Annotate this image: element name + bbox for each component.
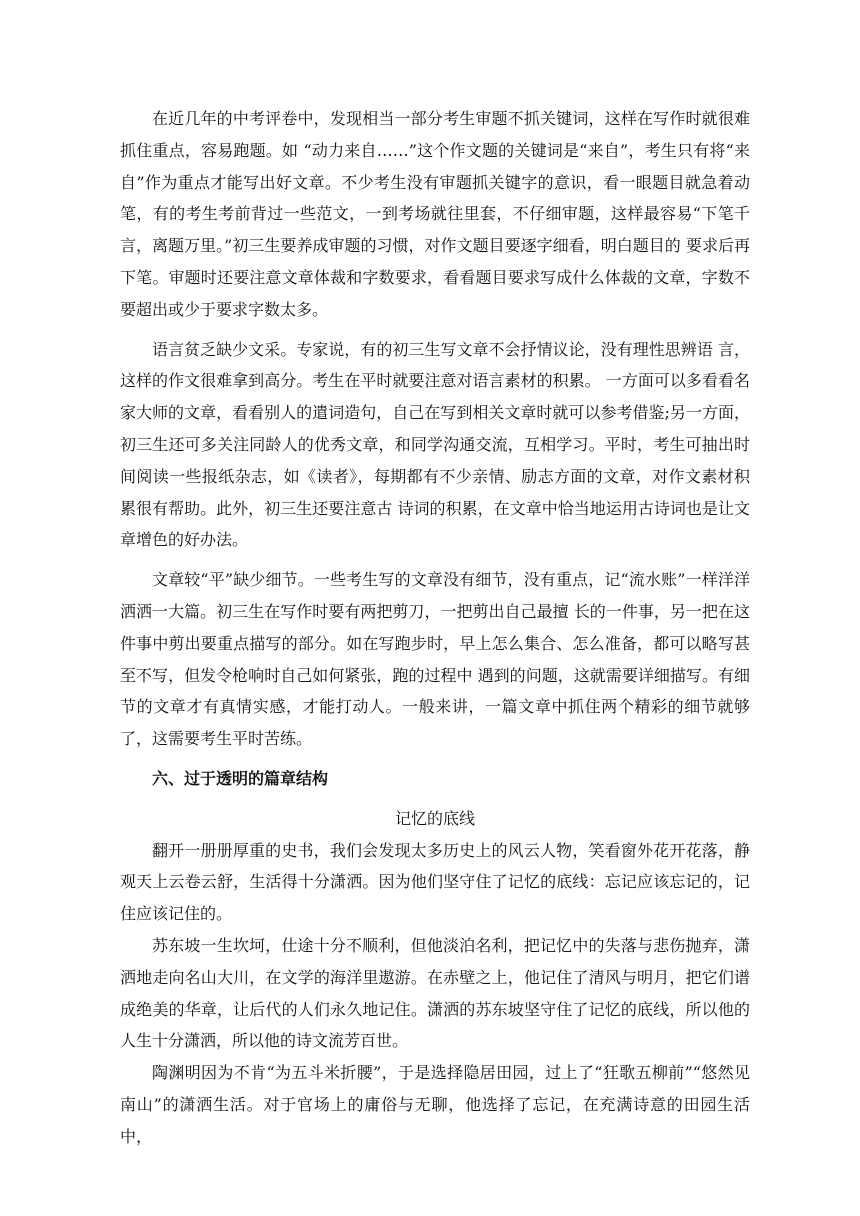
essay-title: 记忆的底线	[394, 808, 475, 828]
paragraph: 语言贫乏缺少文采。专家说，有的初三生写文章不会抒情议论，没有理性思辨语 言，这样的作文很难拿到高分。考生在平时就要注意对语言素材的积累。 一方面可以多看看名家大师的文章，看看别人的遣词造句，自己在写到相关文章时就可以参考借鉴;另一方面，初三生还可多关注同龄人的优秀文章，和同学沟通交流，互相学习。平时，考生可抽出时间阅读一些报纸杂志，如《读者》，每期都有不少亲情、励志方面的文章，对作文素材积累很有帮助。此外，初三生还要注意古 诗词的积累，在文章中恰当地运用古诗词也是让文章增色的好办法。	[120, 339, 750, 550]
paragraph-gap	[120, 795, 750, 803]
section-heading: 六、过于透明的篇章结构	[152, 768, 329, 788]
paragraph-gap	[120, 556, 750, 564]
essay-paragraph: 苏东坡一生坎坷，仕途十分不顺利，但他淡泊名利，把记忆中的失落与悲伤抛弃，潇洒地走向名山大川，在文学的海洋里遨游。在赤壁之上，他记住了清风与明月，把它们谱成绝美的华章，让后代的人们永久地记住。潇洒的苏东坡坚守住了记忆的底线，所以他的人生十分潇洒，所以他的诗文流芳百世。	[120, 935, 750, 1051]
essay-paragraph: 陶渊明因为不肯“为五斗米折腰”，于是选择隐居田园，过上了“狂歌五柳前”“悠然见南山”的潇洒生活。对于官场上的庸俗与无聊，他选择了忘记，在充满诗意的田园生活中，	[120, 1063, 750, 1146]
document-page	[120, 103, 750, 1153]
paragraph-gap	[120, 755, 750, 763]
paragraph: 在近几年的中考评卷中，发现相当一部分考生审题不抓关键词，这样在写作时就很难抓住重点，容易跑题。如 “动力来自……”这个作文题的关键词是“来自”，考生只有将“来自”作为重点才能写出好文章。不少考生没有审题抓关键字的意识，看一眼题目就急着动笔，有的考生考前背过一些范文，一到考场就往里套，不仔细审题，这样最容易“下笔千言，离题万里。”初三生要养成审题的习惯，对作文题目要逐字细看，明白题目的 要求后再下笔。审题时还要注意文章体裁和字数要求，看看题目要求写成什么体裁的文章，字数不要超出或少于要求字数太多。	[120, 109, 750, 319]
essay-paragraph: 翻开一册册厚重的史书，我们会发现太多历史上的风云人物，笑看窗外花开花落，静观天上云卷云舒，生活得十分潇洒。因为他们坚守住了记忆的底线：忘记应该忘记的，记住应该记住的。	[120, 840, 750, 924]
paragraph-gap	[120, 326, 750, 334]
paragraph: 文章较“平”缺少细节。一些考生写的文章没有细节，没有重点，记“流水账”一样洋洋洒洒一大篇。初三生在写作时要有两把剪刀，一把剪出自己最擅 长的一件事，另一把在这件事中剪出要重点描写的部分。如在写跑步时，早上怎么集合、怎么准备，都可以略写甚至不写，但发令枪响时自己如何紧张，跑的过程中 遇到的问题，这就需要详细描写。有细节的文章才有真情实感，才能打动人。一般来讲，一篇文章中抓住两个精彩的细节就够了，这需要考生平时苦练。	[120, 570, 750, 749]
